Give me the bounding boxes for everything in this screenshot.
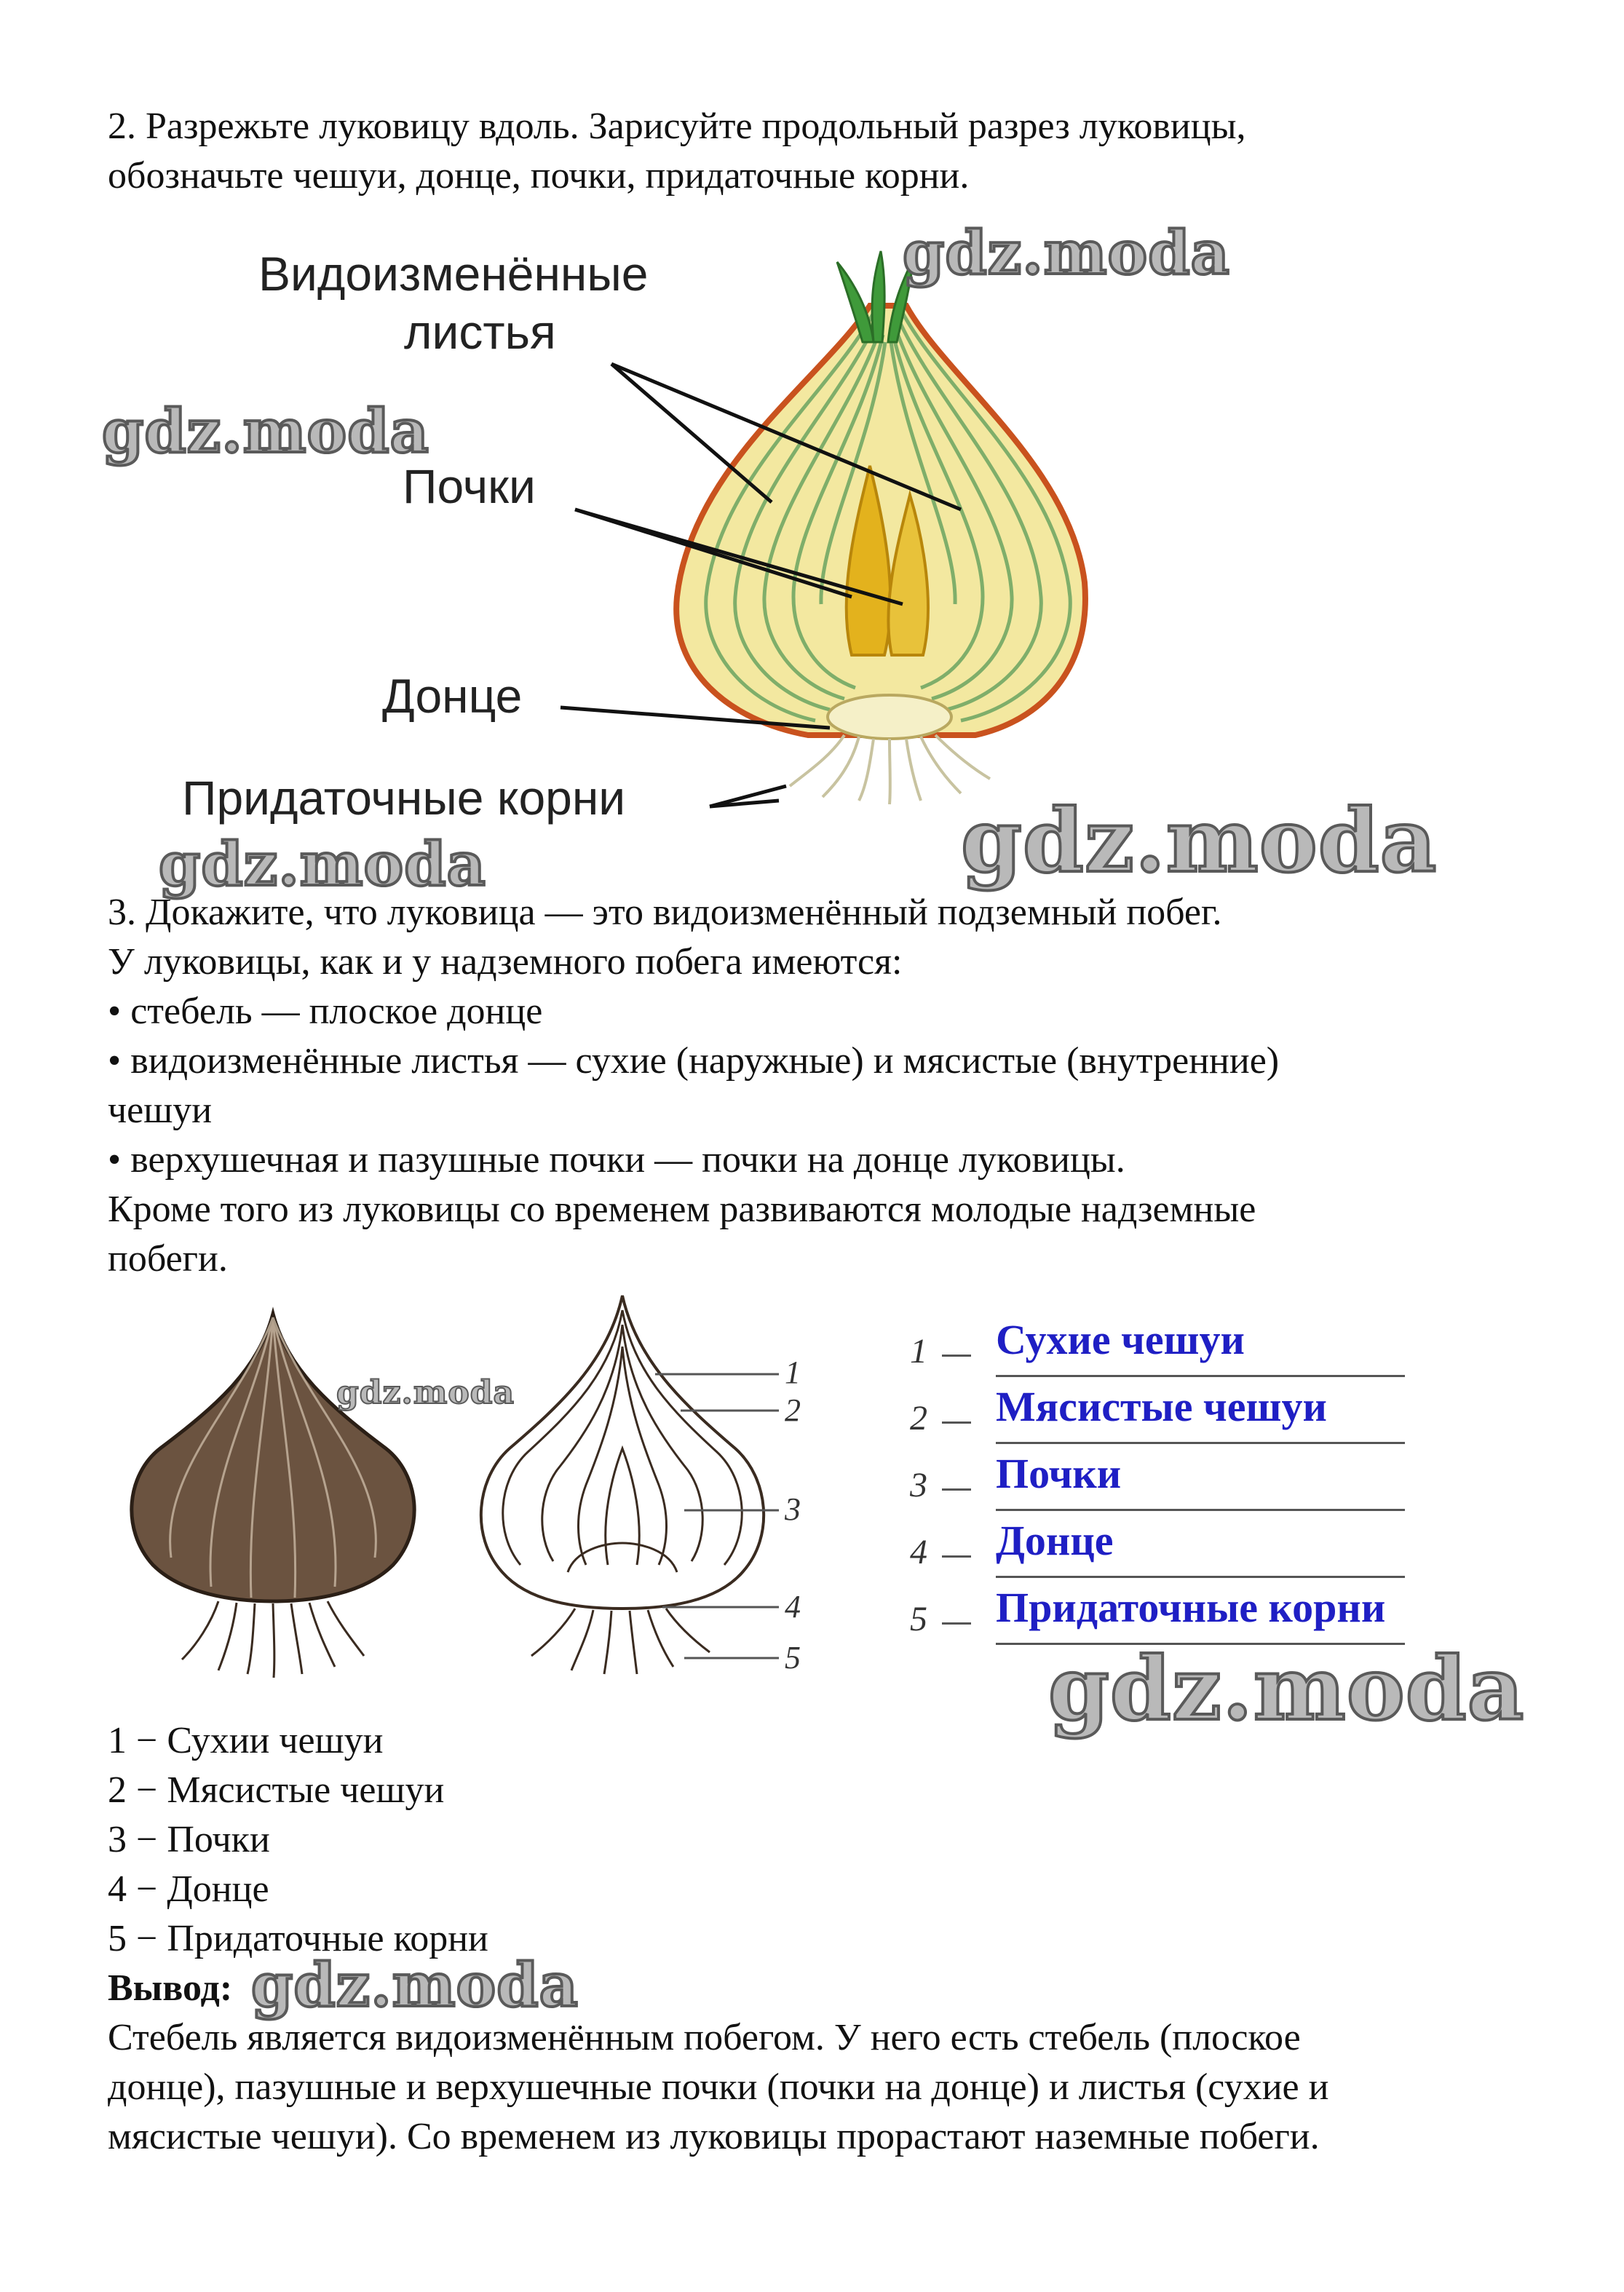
task3-line: чешуи xyxy=(108,1090,213,1131)
key-dash xyxy=(942,1622,971,1625)
answer-item: 5 − Придаточные корни xyxy=(108,1918,488,1959)
key-underline xyxy=(996,1442,1405,1444)
watermark: gdz.moda xyxy=(903,218,1230,288)
key-row xyxy=(910,1512,1405,1578)
answer-item: 1 − Сухии чешуи xyxy=(108,1720,384,1761)
key-number: 1 xyxy=(910,1332,927,1371)
watermark: gdz.moda xyxy=(159,830,486,900)
callout-2: 2 xyxy=(785,1392,801,1428)
callout-3: 3 xyxy=(785,1491,801,1527)
conclusion-line: мясистые чешуи). Со временем из луковицы прорастают наземные побеги. xyxy=(108,2116,1320,2157)
key-dash xyxy=(942,1488,971,1491)
task3-line: • верхушечная и пазушные почки — почки на донце луковицы. xyxy=(108,1139,1125,1181)
task3-line: • стебель — плоское донце xyxy=(108,991,543,1032)
key-number: 4 xyxy=(910,1533,927,1571)
whole-bulb-roots xyxy=(182,1601,364,1678)
key-underline xyxy=(996,1375,1405,1377)
section-bulb-roots xyxy=(531,1609,710,1674)
key-number: 2 xyxy=(910,1399,927,1438)
key-row xyxy=(910,1379,1405,1444)
key-row xyxy=(910,1312,1405,1377)
task2-line-2: обозначьте чешуи, донце, почки, придаточные корни. xyxy=(108,155,970,197)
task3-line: • видоизменённые листья — сухие (наружные) и мясистые (внутренние) xyxy=(108,1040,1280,1082)
key-number: 3 xyxy=(910,1466,927,1504)
callout-4: 4 xyxy=(785,1589,801,1625)
conclusion-line: донце), пазушные и верхушечные почки (почки на донце) и листья (сухие и xyxy=(108,2066,1329,2108)
callout-1: 1 xyxy=(785,1355,801,1390)
whole-bulb xyxy=(132,1314,414,1601)
key-underline xyxy=(996,1576,1405,1578)
task3-line: У луковицы, как и у надземного побега имеются: xyxy=(108,941,903,983)
watermark: gdz.moda xyxy=(102,397,429,467)
key-label-dry-scales: Сухие чешуи xyxy=(996,1316,1245,1363)
task3-line: побеги. xyxy=(108,1238,228,1280)
key-dash xyxy=(942,1421,971,1424)
watermark: gdz.moda xyxy=(1048,1638,1525,1740)
label-base: Донце xyxy=(382,669,523,723)
key-number: 5 xyxy=(910,1600,927,1638)
key-dash xyxy=(942,1555,971,1558)
adventitious-roots xyxy=(790,735,990,804)
section-bulb xyxy=(481,1296,764,1609)
callout-lines xyxy=(655,1374,779,1658)
answer-item: 2 − Мясистые чешуи xyxy=(108,1769,445,1811)
watermark: gdz.moda xyxy=(961,790,1438,892)
bulb-base xyxy=(828,695,951,739)
label-buds: Почки xyxy=(403,459,536,513)
key-dash xyxy=(942,1355,971,1357)
task3-line: 3. Докажите, что луковица — это видоизменённый подземный побег. xyxy=(108,892,1222,933)
task3-line: Кроме того из луковицы со временем развиваются молодые надземные xyxy=(108,1189,1256,1230)
key-row xyxy=(910,1579,1405,1645)
key-row xyxy=(910,1446,1405,1511)
key-label-fleshy-scales: Мясистые чешуи xyxy=(996,1383,1327,1430)
key-label-base: Донце xyxy=(996,1517,1114,1564)
callout-5: 5 xyxy=(785,1640,801,1676)
conclusion-heading: Вывод: xyxy=(108,1967,233,2009)
key-underline xyxy=(996,1509,1405,1511)
label-modified-leaves-1: Видоизменённые xyxy=(258,247,649,301)
conclusion-line: Стебель является видоизменённым побегом. У него есть стебель (плоское xyxy=(108,2017,1301,2058)
key-label-buds: Почки xyxy=(996,1450,1122,1497)
watermark: gdz.moda xyxy=(336,1374,515,1411)
watermark: gdz.moda xyxy=(251,1951,579,2021)
key-label-roots: Придаточные корни xyxy=(996,1584,1386,1631)
answer-item: 3 − Почки xyxy=(108,1819,270,1860)
label-modified-leaves-2: листья xyxy=(404,305,556,359)
label-adventitious-roots: Придаточные корни xyxy=(182,771,626,825)
task2-line-1: 2. Разрежьте луковицу вдоль. Зарисуйте продольный разрез луковицы, xyxy=(108,106,1246,147)
bulb-drawings-figure xyxy=(102,1281,961,1703)
answer-item: 4 − Донце xyxy=(108,1868,269,1910)
